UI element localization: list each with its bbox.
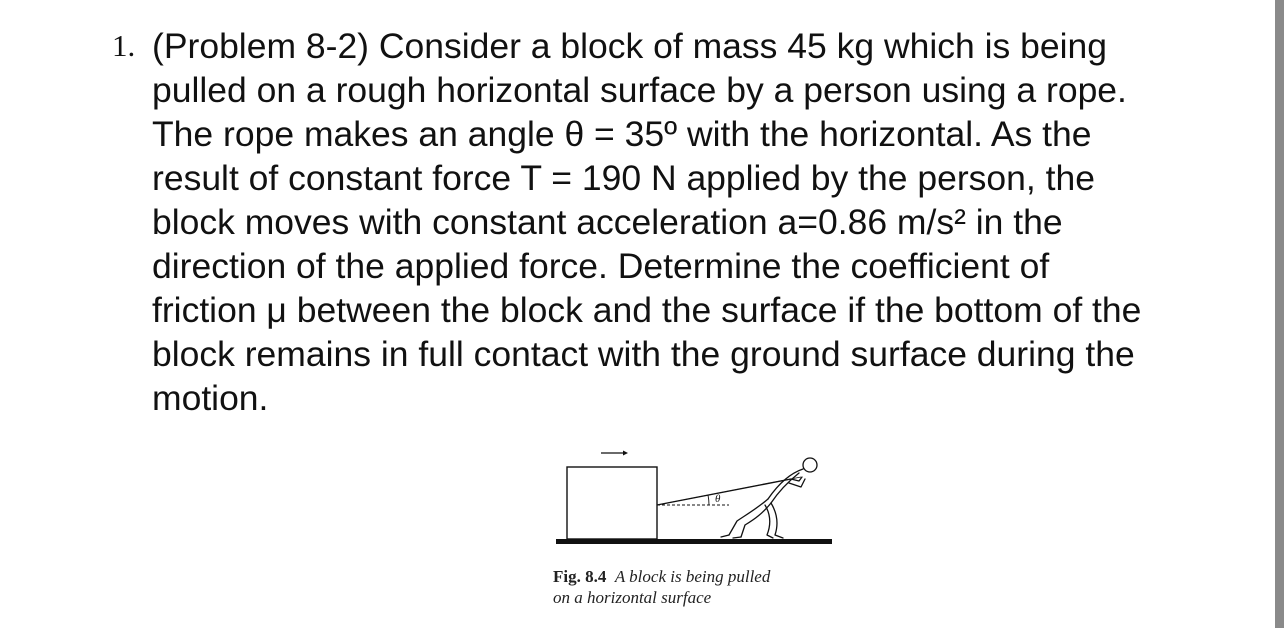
person-figure [721,458,817,538]
problem-line: motion. [152,378,269,418]
ground-surface [556,539,832,544]
problem-line: friction μ between the block and the surface if the bottom of the [152,290,1142,330]
problem-line: (Problem 8-2) Consider a block of mass 45 kg which is being [152,26,1107,66]
block [567,467,657,539]
problem-line: block remains in full contact with the ground surface during the [152,334,1135,374]
problem-line: direction of the applied force. Determine the coefficient of [152,246,1050,286]
caption-label: Fig. 8.4 [553,567,607,586]
problem-line: The rope makes an angle θ = 35º with the horizontal. As the [152,114,1092,154]
figure-caption [553,566,853,608]
problem-number: 1. [112,28,136,63]
caption-text-line1: A block is being pulled [614,567,771,586]
motion-arrow-icon [601,451,628,456]
problem-line: pulled on a rough horizontal surface by a person using a rope. [152,70,1127,110]
angle-label: θ [715,493,721,505]
scrollbar[interactable] [1275,0,1284,628]
caption-text-line2: on a horizontal surface [553,588,712,607]
angle-arc [708,495,709,505]
problem-text [152,24,1222,420]
problem-line: result of constant force T = 190 N applied by the person, the [152,158,1095,198]
problem-line: block moves with constant acceleration a=0.86 m/s² in the [152,202,1063,242]
